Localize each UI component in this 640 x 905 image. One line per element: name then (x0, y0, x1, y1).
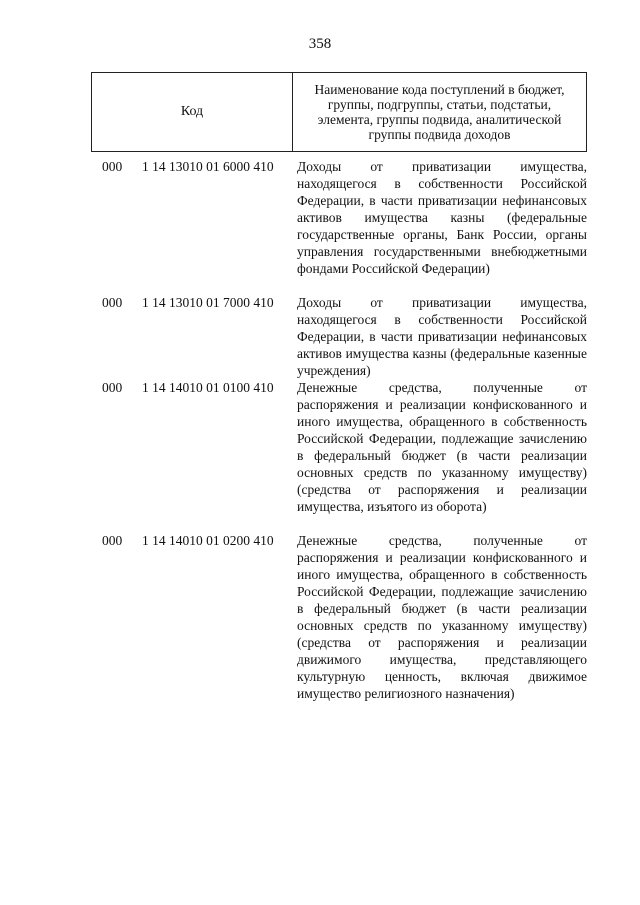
table-row (0, 294, 640, 379)
table-row (0, 379, 640, 532)
row-income-code: 1 14 13010 01 7000 410 (142, 295, 274, 310)
page-number: 358 (308, 36, 332, 52)
header-name-label: Наименование кода поступлений в бюджет, группы, подгруппы, статьи, подстатьи, элемента, группы подвида, аналитической группы подвида доходов (314, 82, 565, 142)
row-income-code: 1 14 14010 01 0200 410 (142, 533, 274, 548)
row-admin-code: 000 (102, 295, 123, 310)
table-row (0, 158, 640, 294)
row-admin-code: 000 (102, 159, 123, 174)
row-admin-code: 000 (102, 380, 123, 395)
row-income-code: 1 14 13010 01 6000 410 (142, 159, 274, 174)
row-income-name: Денежные средства, полученные от распоряжения и реализации конфискованного и иного имущества, обращенного в собственность Российской Федерации, подлежащие зачислению в федеральный бюджет (в части реализации основных средств по указанному имуществу) (средства от распоряжения и реализации имущества, изъятого из оборота) (297, 380, 587, 514)
row-income-code: 1 14 14010 01 0100 410 (142, 380, 274, 395)
header-code-label: Код (92, 73, 293, 151)
income-code-list (0, 158, 640, 702)
row-income-name: Доходы от приватизации имущества, находящегося в собственности Российской Федерации, в части приватизации нефинансовых активов имущества казны (федеральные казенные учреждения) (297, 295, 587, 378)
row-admin-code: 000 (102, 533, 123, 548)
row-income-name: Денежные средства, полученные от распоряжения и реализации конфискованного и иного имущества, обращенного в собственность Российской Федерации, подлежащие зачислению в федеральный бюджет (в части реализации основных средств по указанному имуществу) (средства от распоряжения и реализации движимого имущества, представляющего культурную ценность, включая движимое имущество религиозного назначения) (297, 533, 587, 701)
row-income-name: Доходы от приватизации имущества, находящегося в собственности Российской Федерации, в части приватизации нефинансовых активов имущества казны (федеральные государственные органы, Банк России, органы управления государственными внебюджетными фондами Российской Федерации) (297, 159, 587, 276)
table-row (0, 532, 640, 702)
table-header (91, 72, 587, 152)
